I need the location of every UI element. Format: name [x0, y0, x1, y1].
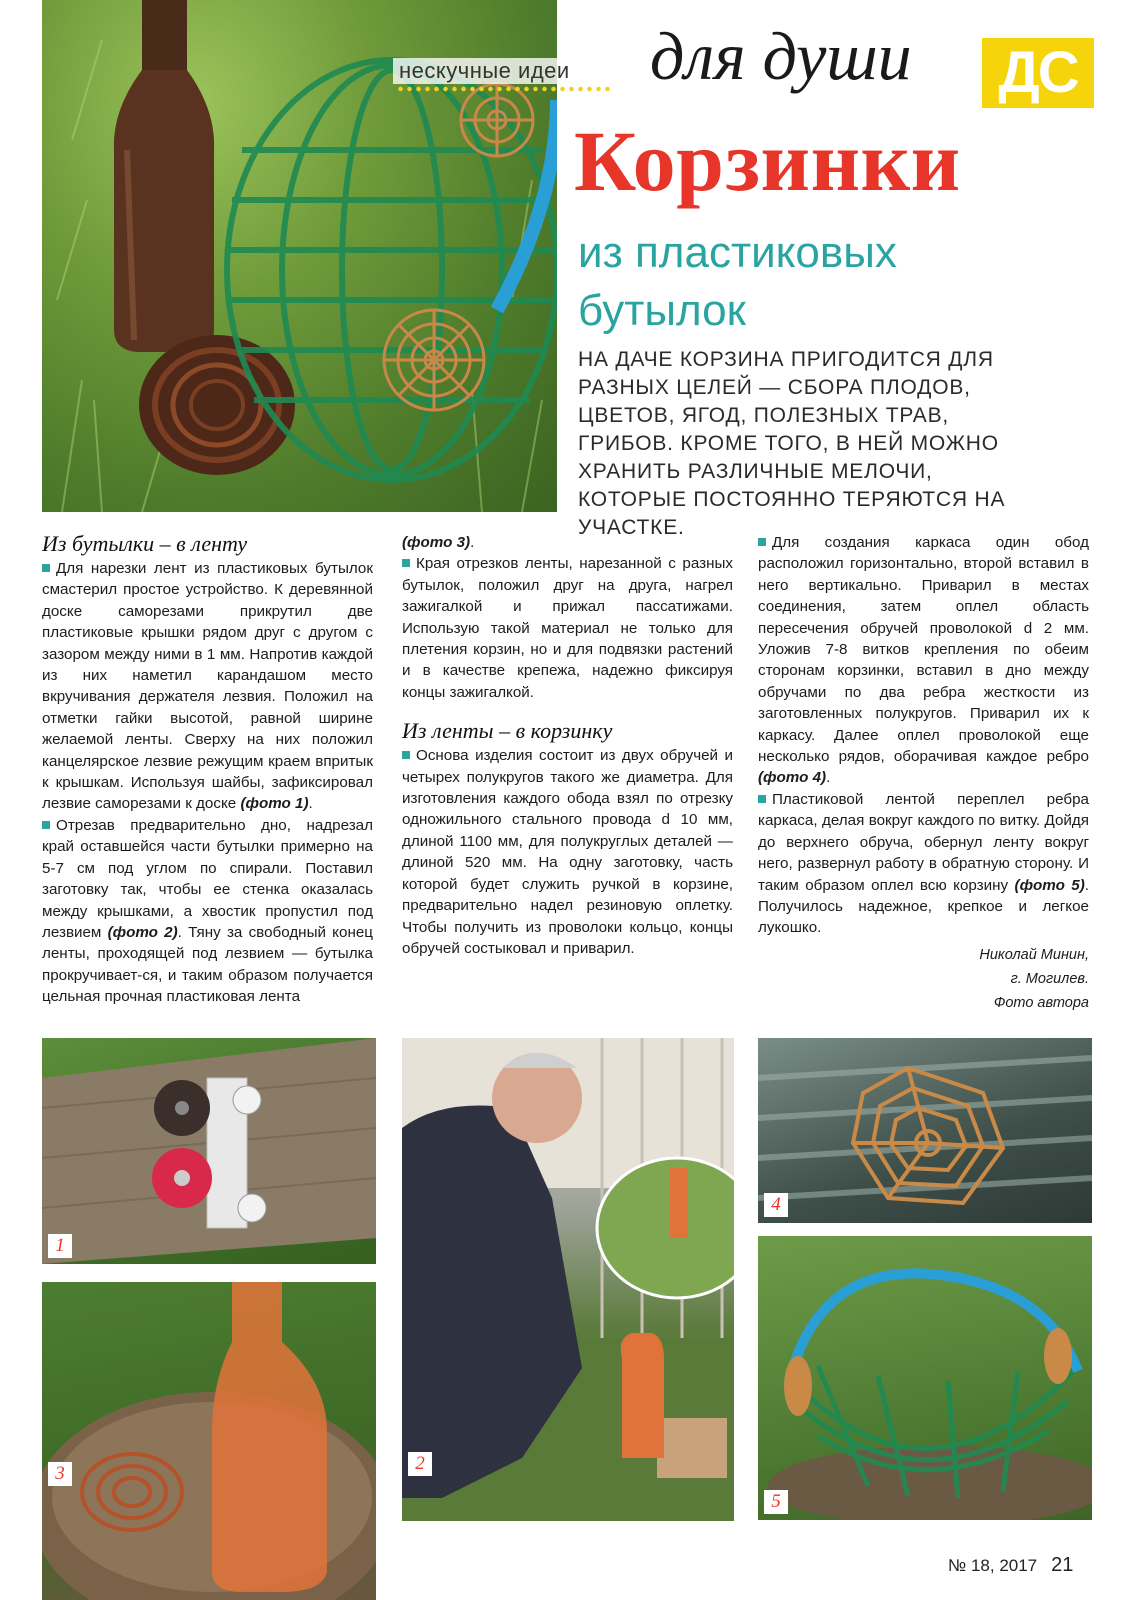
text-column-1 [42, 532, 373, 1008]
text-column-2 [402, 532, 733, 959]
kicker-dot-underline [396, 86, 611, 92]
paragraph-5-text: Для создания каркаса один обод расположил горизонтально, второй вставил в него вертикально. Приварил в местах соединения, затем оплел область пересечения обручей проволокой d 2 мм. Уложив 7-8 витков крепления по обеим сторонам корзинки, вставил в дно между обручами по два ребра жесткости из заготовленных полукругов. Приварил их к каркасу. Далее оплел проволокой еще несколько рядов, оборачивая каждое ребро [758, 534, 1089, 766]
photo-4-illustration [758, 1038, 1092, 1223]
paragraph-6-text: Пластиковой лентой переплел ребра каркаса, делая вокруг каждого по витку. Дойдя до верхнего обруча, обернул ленту вокруг него, развернул работу в обратную сторону. И таким образом оплел всю корзину [758, 790, 1089, 894]
photo-5-illustration [758, 1236, 1092, 1520]
bullet-square-icon [42, 821, 50, 829]
text-column-3 [758, 532, 1089, 1015]
ribbon-coil [139, 335, 295, 475]
photo-ref-4: (фото 4) [758, 769, 827, 787]
paragraph-5 [758, 532, 1089, 789]
photo-ref-5: (фото 5) [1014, 876, 1085, 894]
photo-2-illustration [402, 1038, 734, 1521]
photo-1-number: 1 [48, 1234, 72, 1258]
green-basket [227, 60, 557, 480]
photo-2-number: 2 [408, 1452, 432, 1476]
photo-1-illustration [42, 1038, 376, 1264]
article-title: Корзинки [574, 113, 961, 209]
paragraph-4 [402, 745, 733, 959]
paragraph-4-text: Основа изделия состоит из двух обручей и четырех полукругов такого же диаметра. Для изготовления каждого обода взял по отрезку одножильного стального провода d 10 мм, длиной 1100 мм, для полукруглых деталей — длиной 520 мм. На одну заготовку, часть которой будет служить ручкой в корзине, предварительно надел резиновую оплетку. Чтобы получить из проволоки кольцо, концы обручей состыковал и приварил. [402, 747, 733, 957]
author-city: г. Могилев. [1010, 970, 1089, 987]
photo-4-wire-weave [758, 1038, 1092, 1223]
paragraph-1 [42, 558, 373, 815]
paragraph-6 [758, 789, 1089, 939]
bullet-square-icon [42, 564, 50, 572]
section-heading-2: Из ленты – в корзинку [402, 718, 613, 744]
author-name: Николай Минин, [979, 946, 1089, 963]
article-lead: НА ДАЧЕ КОРЗИНА ПРИГОДИТСЯ ДЛЯ РАЗНЫХ ЦЕЛЕЙ — СБОРА ПЛОДОВ, ЦВЕТОВ, ЯГОД, ПОЛЕЗНЫХ ТРАВ, ГРИБОВ. КРОМЕ ТОГО, В НЕЙ МОЖНО ХРАНИТЬ РАЗЛИЧНЫЕ МЕЛОЧИ, КОТОРЫЕ ПОСТОЯННО ТЕРЯЮТСЯ НА УЧАСТКЕ. [578, 348, 1006, 539]
paragraph-2-tail: . Тяну за свободный конец ленты, проходящей под лезвием — бутылка прокручивает-ся, и таким образом получается цельная прочная пластиковая лента [42, 923, 373, 1006]
photo-2-man-cutting [402, 1038, 734, 1521]
brown-bottle [114, 0, 214, 352]
photo-ref-3: (фото 3) [402, 534, 471, 551]
issue-number: № 18, 2017 [948, 1556, 1038, 1575]
photo-5-finished-basket [758, 1236, 1092, 1520]
bullet-square-icon [758, 538, 766, 546]
paragraph-2-continued [402, 532, 733, 553]
paragraph-1-tail: . [308, 795, 313, 813]
magazine-badge: ДС [982, 38, 1094, 108]
paragraph-2-tail-2: . [470, 534, 475, 551]
paragraph-3 [402, 553, 733, 703]
subtitle-line-1: из пластиковых [578, 228, 897, 277]
paragraph-2-text: Отрезав предварительно дно, надрезал край оставшейся части бутылки примерно на 5-7 см под углом по спирали. Поставил заготовку так, чтобы ее стенка оказалась между крышками, а хвостик пропустил под лезвием [42, 816, 373, 941]
paragraph-5-tail: . [826, 769, 831, 787]
paragraph-3-text: Края отрезков ленты, нарезанной с разных бутылок, положил друг на друга, нагрел зажигалкой и прижал пассатижами. Использую такой материал не только для плетения корзин, но и для подвязки растений и в качестве крепежа, надежно фиксируя концы зажигалкой. [402, 555, 733, 701]
subtitle-line-2: бутылок [578, 286, 746, 335]
photo-ref-2: (фото 2) [107, 923, 178, 941]
photo-3-illustration [42, 1282, 376, 1600]
bullet-square-icon [402, 559, 410, 567]
bullet-square-icon [758, 795, 766, 803]
section-heading-1: Из бутылки – в ленту [42, 531, 248, 556]
photo-3-number: 3 [48, 1462, 72, 1486]
article-subtitle [578, 224, 897, 340]
author-credit [758, 943, 1089, 1015]
photo-3-plastic-ribbon [42, 1282, 376, 1600]
photo-5-number: 5 [764, 1490, 788, 1514]
paragraph-2 [42, 815, 373, 1008]
photo-ref-1: (фото 1) [240, 795, 309, 813]
page-footer [948, 1554, 1073, 1577]
section-kicker: нескучные идеи [393, 58, 576, 84]
photo-4-number: 4 [764, 1193, 788, 1217]
paragraph-6-tail: . Получилось надежное, крепкое и легкое лукошко. [758, 876, 1090, 937]
paragraph-1-text: Для нарезки лент из пластиковых бутылок смастерил простое устройство. К деревянной доске саморезами прикрутил две пластиковые крышки рядом друг с другом с зазором между ними в 1 мм. Напротив каждой из них наметил карандашом место вкручивания держателя лезвия. Положил на отметки гайки высотой, равной ширине желаемой ленты. Сверху на них положил канцелярское лезвие режущим краем впритык к крышкам. Используя шайбы, зафиксировал лезвие саморезами к доске [42, 560, 373, 813]
photo-credit: Фото автора [993, 994, 1089, 1011]
photo-1-cutting-device [42, 1038, 376, 1264]
rubric-title: для души [650, 18, 912, 94]
page-number: 21 [1051, 1554, 1074, 1576]
bullet-square-icon [402, 751, 410, 759]
